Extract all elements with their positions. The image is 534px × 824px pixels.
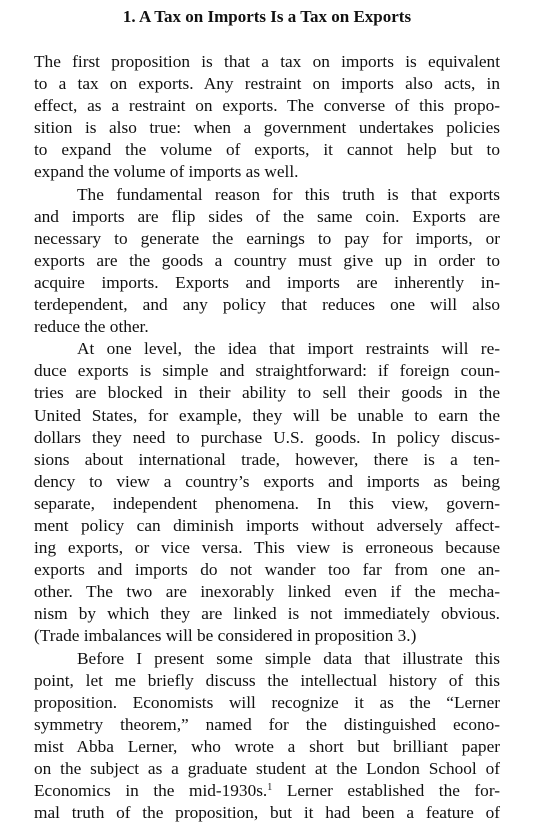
- text-line: expand the volume of imports as well.: [34, 162, 299, 182]
- text-line: ing exports, or vice versa. This view is erroneous because: [34, 538, 500, 558]
- text-line: separate, independent phenomena. In this view, govern-: [34, 493, 500, 513]
- paragraph-4: [34, 648, 500, 824]
- text-line: dency to view a country’s exports and imports as being: [34, 471, 500, 491]
- text-line: acquire imports. Exports and imports are inherently in-: [34, 272, 500, 292]
- text-line: symmetry theorem,” named for the distinguished econo-: [34, 714, 500, 734]
- text-line: other. The two are inexorably linked even if the mecha-: [34, 582, 500, 602]
- text-line: terdependent, and any policy that reduces one will also: [34, 295, 500, 315]
- text-line: necessary to generate the earnings to pay for imports, or: [34, 228, 500, 248]
- text-line: dollars they need to purchase U.S. goods. In policy discus-: [34, 427, 500, 447]
- text-line: The first proposition is that a tax on imports is equivalent: [34, 52, 500, 71]
- section-heading: 1. A Tax on Imports Is a Tax on Exports: [122, 7, 412, 26]
- paragraph-3: [34, 338, 500, 647]
- text-line: effect, as a restraint on exports. The converse of this propo-: [34, 96, 500, 116]
- paragraph-2: [34, 184, 500, 339]
- text-line: point, let me briefly discuss the intellectual history of this: [34, 670, 500, 690]
- text-line: duce exports is simple and straightforward: if foreign coun-: [34, 361, 500, 381]
- text-line: mist Abba Lerner, who wrote a short but brilliant paper: [34, 736, 500, 756]
- text-line: At one level, the idea that import restraints will re-: [77, 339, 500, 359]
- text-line: (Trade imbalances will be considered in proposition 3.): [34, 626, 417, 646]
- text-line-with-footnote: [34, 780, 500, 802]
- text-line: ment policy can diminish imports without adversely affect-: [34, 515, 500, 535]
- text-line: and imports are flip sides of the same coin. Exports are: [34, 206, 500, 226]
- text-line: mal truth of the proposition, but it had been a feature of: [34, 803, 500, 823]
- text-line: exports are the goods a country must give up in order to: [34, 250, 500, 270]
- text-line: to expand the volume of exports, it cannot help but to: [34, 140, 500, 160]
- text-line: reduce the other.: [34, 317, 149, 337]
- text-line: sions about international trade, however, there is a ten-: [34, 449, 500, 469]
- text-line: United States, for example, they will be unable to earn the: [34, 405, 500, 425]
- text-line: tries are blocked in their ability to sell their goods in the: [34, 383, 500, 403]
- text-line: exports and imports do not wander too far from one an-: [34, 560, 500, 580]
- text-line: The fundamental reason for this truth is that exports: [77, 184, 500, 204]
- paragraph-1: [34, 51, 500, 184]
- text-segment: Lerner established the for-: [272, 781, 500, 801]
- text-segment: Economics in the mid-1930s.: [34, 781, 268, 801]
- text-line: Before I present some simple data that illustrate this: [77, 648, 500, 668]
- text-line: sition is also true: when a government undertakes policies: [34, 118, 500, 138]
- text-line: to a tax on exports. Any restraint on imports also acts, in: [34, 74, 500, 94]
- text-line: nism by which they are linked is not immediately obvious.: [34, 604, 500, 624]
- text-line: proposition. Economists will recognize it as the “Lerner: [34, 692, 500, 712]
- text-line: on the subject as a graduate student at the London School of: [34, 759, 500, 778]
- footnote-marker[interactable]: 1: [267, 782, 273, 794]
